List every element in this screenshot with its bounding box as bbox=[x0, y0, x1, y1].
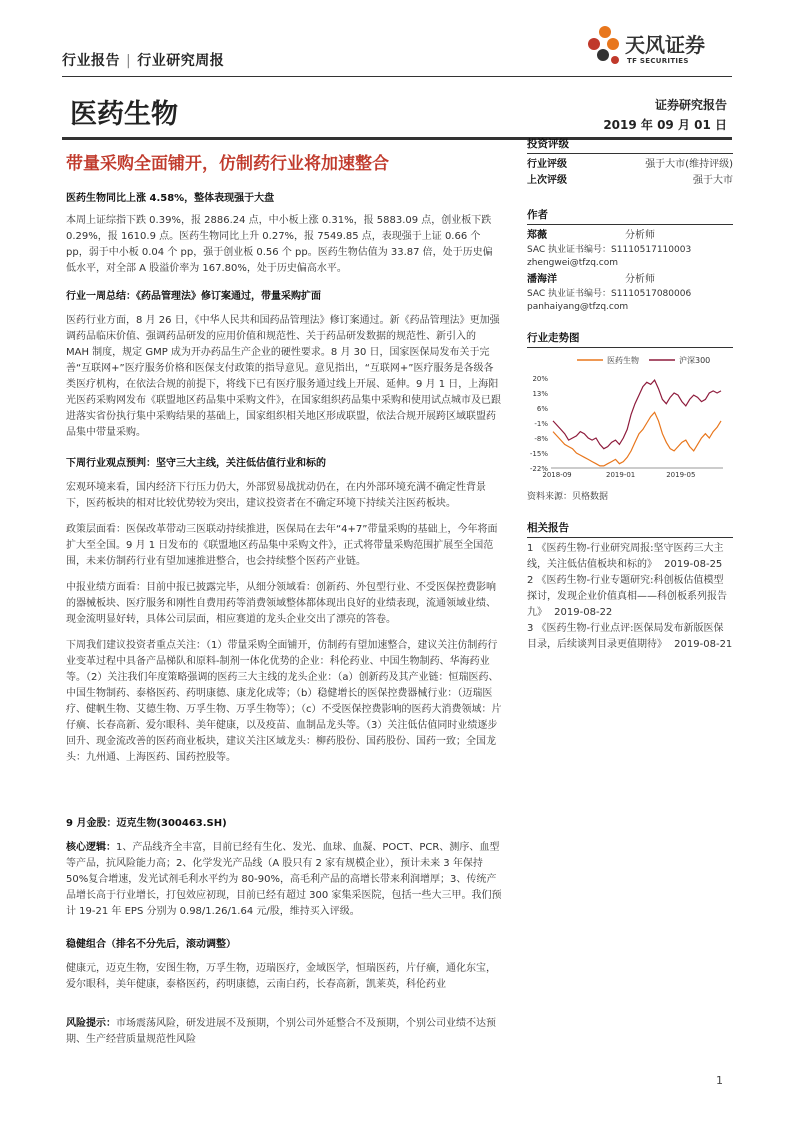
y-tick-label: -1% bbox=[534, 420, 548, 428]
report-date: 2019 年 09 月 01 日 bbox=[603, 118, 727, 132]
section-body: 医药行业方面，8 月 26 日，《中华人民共和国药品管理法》修订案通过。新《药品管理法》更加强调药品临床价值、强调药品研发的应用价值和规范性、关于药品研发数据的规范性、新引入的 MAH 制度，规定 GMP 成为开办药品生产企业的硬性要求。8 月 30 日，国家医保局发布关于完善“互联网+”医疗服务价格和医保支付政策的指导意见。意见指出，“互联网+”医疗服务是各级各类医疗机构，在依法合规的前提下，将线下已有医疗服务通过线上开展、延伸。9 月 1 日，上海阳光医药采购网发布《联盟地区药品集中采购文件》，在国家组织药品集中采购和使用试点城市及已跟进落实省份执行集中采购结果的基础上，国家组织相关地区形成联盟，依法合规开展跨区域联盟药品集中带量采购。 bbox=[66, 315, 501, 438]
prev-rating-value: 强于大市 bbox=[693, 175, 733, 186]
x-tick-label: 2019-01 bbox=[606, 471, 636, 479]
tf-logo-mark-icon bbox=[585, 25, 623, 69]
prev-rating-label: 上次评级 bbox=[527, 175, 567, 186]
portfolio-title: 稳健组合（排名不分先后，滚动调整） bbox=[66, 939, 236, 950]
related-reports bbox=[527, 520, 733, 653]
author-block bbox=[527, 207, 733, 314]
related-report-item[interactable] bbox=[527, 541, 733, 573]
risk-body: 市场震荡风险，研发进展不及预期，个别公司外延整合不及预期，个别公司业绩不达预期、生产经营质量规范性风险 bbox=[66, 1018, 496, 1045]
section-golden-stock bbox=[66, 816, 502, 920]
author-role: 分析师 bbox=[625, 230, 655, 241]
y-tick-label: -8% bbox=[534, 435, 548, 443]
report-category: 行业报告 bbox=[62, 53, 120, 69]
legend-label: 医药生物 bbox=[607, 356, 639, 365]
industry-rating-label: 行业评级 bbox=[527, 159, 567, 170]
y-tick-label: 6% bbox=[536, 405, 548, 413]
core-logic-body: 1、产品线齐全丰富，目前已经有生化、发光、血球、血凝、POCT、PCR、测序、血型等产品，抗风险能力高；2、化学发光产品线（A 股只有 2 家有规模企业），预计未来 3 年保持 50%复合增速，发光试剂毛利水平约为 80-90%，高毛利产品的高增长带来利润增厚；3、传统产品增长高于行业增长，打包效应初现，目前已经有超过 300 家集采医院，包括一些大三甲。我们预计 19-21 年 EPS 分别为 0.98/1.26/1.64 元/股，维持买入评级。 bbox=[66, 842, 502, 917]
related-report-text: 1 《医药生物-行业研究周报:坚守医药三大主线，关注低估值板块和标的》 bbox=[527, 543, 724, 570]
trend-chart bbox=[527, 346, 733, 486]
y-tick-label: 20% bbox=[532, 375, 548, 383]
sector-title: 医药生物 bbox=[70, 99, 178, 130]
related-report-date: 2019-08-25 bbox=[661, 559, 723, 570]
author-email[interactable]: zhengwei@tfzq.com bbox=[527, 258, 618, 268]
related-list bbox=[527, 541, 733, 653]
author-email[interactable]: panhaiyang@tfzq.com bbox=[527, 302, 629, 312]
related-report-date: 2019-08-21 bbox=[671, 639, 733, 650]
author-role: 分析师 bbox=[625, 274, 655, 285]
y-tick-label: 13% bbox=[532, 390, 548, 398]
related-report-text: 3 《医药生物-行业点评:医保局发布新版医保目录，后续谈判目录更值期待》 bbox=[527, 623, 724, 650]
section-portfolio bbox=[66, 937, 502, 993]
section-body: 本周上证综指下跌 0.39%，报 2886.24 点，中小板上涨 0.31%，报 5883.09 点，创业板下跌 0.29%，报 1610.9 点。医药生物同比上升 0.27%，报 7549.85 点，表现强于上证 0.66 个 pp，弱于中小板 0.04 个 pp，强于创业板 0.56 个 pp。医药生物估值为 33.87 倍，处于历史偏低水平，对全部 A 股溢价率为 167.80%，处于历史偏高水平。 bbox=[66, 215, 493, 274]
section-outlook bbox=[66, 456, 502, 766]
report-category-header bbox=[62, 50, 224, 70]
section-title: 行业一周总结：《药品管理法》修订案通过，带量采购扩面 bbox=[66, 291, 321, 302]
logo-en-text: TF SECURITIES bbox=[627, 57, 689, 65]
paragraph-macro: 宏观环境来看，国内经济下行压力仍大，外部贸易战扰动仍在，在内外部环境充满不确定性背景下，医药板块的相对比较优势较为突出，建议投资者在不确定环境下持续关注医药板块。 bbox=[66, 482, 486, 509]
rating-block bbox=[527, 136, 733, 189]
header-divider bbox=[62, 76, 732, 77]
report-type: 证券研究报告 bbox=[654, 98, 727, 112]
section-risk bbox=[66, 1016, 502, 1048]
paragraph-recommendations: 下周我们建议投资者重点关注：（1）带量采购全面铺开，仿制药有望加速整合，建议关注仿制药行业变革过程中具备产品梯队和原料-制剂一体化优势的企业：科伦药业、中国生物制药、华海药业等。（2）关注我们年度策略强调的医药三大主线的龙头企业：（a）创新药及其产业链：恒瑞医药、中国生物制药、泰格医药、药明康德、康龙化成等；（b）稳健增长的医保控费器械行业：（迈瑞医疗、健帆生物、艾德生物、万孚生物、万孚生物等）；（c）不受医保控费影响的医药大消费领域：片仔癀、长春高新、爱尔眼科、美年健康，以及疫苗、血制品龙头等。（3）关注低估值同时业绩逐步回升、现金流改善的医药商业板块，建议关注区域龙头：柳药股份、国药股份、国药一致；全国龙头：九州通、上海医药、国药控股等。 bbox=[66, 640, 502, 763]
x-tick-label: 2019-05 bbox=[666, 471, 696, 479]
logo-cn-text: 天风证券 bbox=[625, 33, 705, 57]
industry-rating-value: 强于大市(维持评级) bbox=[645, 159, 733, 170]
portfolio-body: 健康元，迈克生物，安图生物，万孚生物，迈瑞医疗，金域医学，恒瑞医药，片仔癀，通化东宝，爱尔眼科，美年健康，泰格医药，药明康德，云南白药，长春高新，凯莱英，科伦药业 bbox=[66, 963, 496, 990]
risk-label: 风险提示： bbox=[66, 1018, 116, 1029]
related-report-item[interactable] bbox=[527, 573, 733, 621]
section-market-performance bbox=[66, 191, 502, 277]
y-tick-label: -15% bbox=[529, 450, 548, 458]
section-title: 医药生物同比上涨 4.58%，整体表现强于大盘 bbox=[66, 193, 275, 204]
related-title: 相关报告 bbox=[527, 520, 733, 538]
paragraph-interim-results: 中报业绩方面看：目前中报已披露完毕，从细分领域看：创新药、外包型行业、不受医保控费影响的器械板块、医疗服务和刚性自费用药等消费领域整体都体现出良好的业绩表现，流通领域业绩、现金流明显好转，具体公司层面，相应赛道的龙头企业交出了漂亮的答卷。 bbox=[66, 582, 496, 625]
page-number: 1 bbox=[716, 1074, 723, 1087]
author-name: 潘海洋 bbox=[527, 274, 557, 285]
legend-label: 沪深300 bbox=[679, 356, 711, 365]
golden-stock-title: 9 月金股：迈克生物(300463.SH) bbox=[66, 818, 227, 829]
related-report-item[interactable] bbox=[527, 621, 733, 653]
series-line bbox=[553, 412, 721, 466]
author-title: 作者 bbox=[527, 207, 733, 225]
chart-source: 资料来源：贝格数据 bbox=[527, 492, 609, 502]
trend-chart-svg bbox=[527, 346, 733, 486]
section-weekly-summary bbox=[66, 289, 502, 441]
report-subcategory: 行业研究周报 bbox=[137, 53, 225, 69]
tf-securities-logo bbox=[585, 25, 735, 70]
related-report-date: 2019-08-22 bbox=[551, 607, 613, 618]
core-logic-label: 核心逻辑： bbox=[66, 842, 116, 853]
paragraph-policy: 政策层面看：医保改革带动三医联动持续推进，医保局在去年“4+7”带量采购的基础上，今年将面扩大至全国。9 月 1 日发布的《联盟地区药品集中采购文件》，正式将带量采购范围扩展至全国范围，未来仿制药行业有望加速推进整合，也会持续整个医药产业链。 bbox=[66, 524, 498, 567]
rating-title: 投资评级 bbox=[527, 136, 733, 154]
header-separator: | bbox=[126, 53, 132, 69]
x-tick-label: 2018-09 bbox=[542, 471, 572, 479]
author-name: 郑薇 bbox=[527, 230, 547, 241]
report-headline: 带量采购全面铺开，仿制药行业将加速整合 bbox=[66, 154, 389, 174]
section-title: 下周行业观点预判：坚守三大主线，关注低估值行业和标的 bbox=[66, 458, 326, 469]
y-tick-label: -22% bbox=[529, 465, 548, 473]
trend-chart-title: 行业走势图 bbox=[527, 330, 733, 348]
author-sac: SAC 执业证书编号：S1110517080006 bbox=[527, 289, 692, 299]
related-report-text: 2 《医药生物-行业专题研究:科创板估值模型探讨，发现企业价值真相——科创板系列报告 九》 bbox=[527, 575, 727, 618]
author-sac: SAC 执业证书编号：S1110517110003 bbox=[527, 245, 692, 255]
